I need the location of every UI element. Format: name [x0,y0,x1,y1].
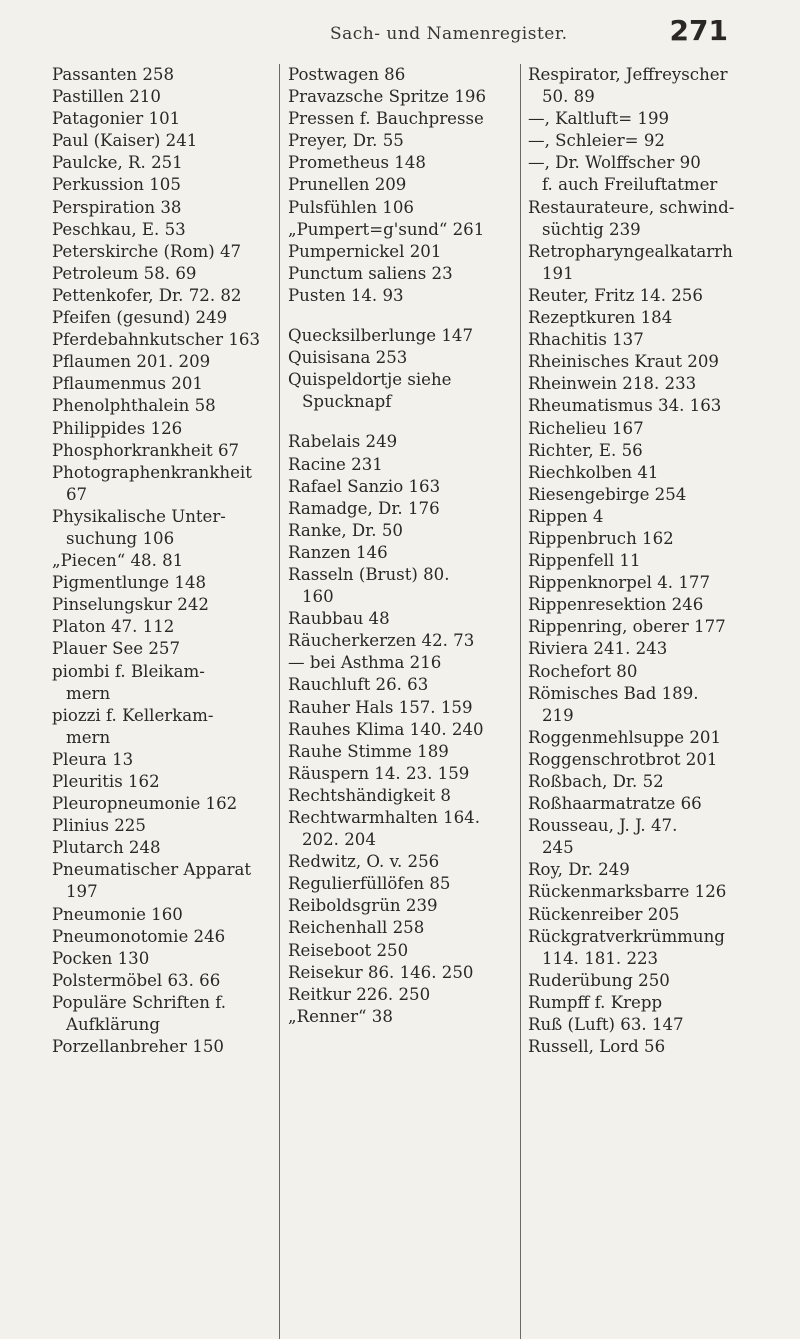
index-entry: 67 [66,484,88,504]
index-entry: Rückgratverkrümmung [528,926,725,946]
index-entry: 245 [542,838,574,858]
index-entry: Ruß (Luft) 63. 147 [528,1015,684,1035]
index-entry: Rezeptkuren 184 [528,308,673,328]
index-entry: Rauher Hals 157. 159 [288,697,473,717]
index-entry: Pocken 130 [52,948,150,968]
index-entry: —, Kaltluft= 199 [528,109,670,129]
index-entry: 160 [302,587,334,607]
index-entry: 114. 181. 223 [542,948,659,968]
column-divider-2 [520,64,521,1339]
index-entry: Rhachitis 137 [528,330,644,350]
index-entry: Postwagen 86 [288,65,406,84]
index-entry: 191 [542,263,574,283]
index-entry: Rafael Sanzio 163 [288,476,441,496]
index-entry: Rückenreiber 205 [528,904,680,924]
index-entry: Prometheus 148 [288,153,426,173]
index-entry: Richter, E. 56 [528,440,643,460]
index-entry: Rippen 4 [528,506,604,526]
index-entry: Rasseln (Brust) 80. [288,564,450,584]
index-entry: Rumpff f. Krepp [528,992,663,1012]
index-entry: mern [66,727,111,747]
index-entry: Rochefort 80 [528,661,638,681]
index-entry: Rippenring, oberer 177 [528,617,726,637]
index-entry: süchtig 239 [542,219,641,239]
index-entry: f. auch Freiluftatmer [542,175,718,195]
index-entry: Rippenresektion 246 [528,595,704,615]
index-entry: Roggenmehlsuppe 201 [528,727,721,747]
index-entry: Reisekur 86. 146. 250 [288,962,474,982]
index-entry: Platon 47. 112 [52,617,175,637]
index-entry: Raubbau 48 [288,609,390,629]
index-entry: Passanten 258 [52,65,175,84]
index-entry: Phenolphthalein 58 [52,396,216,416]
index-entry: Pflaumen 201. 209 [52,352,211,372]
index-entry: 219 [542,705,574,725]
index-entry: Quecksilberlunge 147 [288,326,474,346]
index-entry: Reiseboot 250 [288,940,409,960]
index-entry: Pneumatischer Apparat [52,860,252,880]
index-entry: Roggenschrotbrot 201 [528,749,718,769]
index-entry: Riesengebirge 254 [528,484,687,504]
index-column-1 [52,64,282,1058]
index-entry: Plinius 225 [52,816,146,836]
index-entry: Riviera 241. 243 [528,639,668,659]
index-entry: Retropharyngealkatarrh [528,241,733,261]
index-entry: suchung 106 [66,528,175,548]
index-entry: Quisisana 253 [288,348,408,368]
index-entry: Perkussion 105 [52,175,181,195]
index-entry: Römisches Bad 189. [528,683,699,703]
index-entry: Paulcke, R. 251 [52,153,183,173]
index-column-3 [528,64,768,1058]
index-entry: Peterskirche (Rom) 47 [52,241,242,261]
index-entry: 197 [66,882,98,902]
index-entry: Rabelais 249 [288,432,398,452]
index-entry: Plauer See 257 [52,639,181,659]
index-entry: Pigmentlunge 148 [52,573,207,593]
index-entry: Rippenfell 11 [528,551,641,571]
index-entry: Pettenkofer, Dr. 72. 82 [52,285,242,305]
index-entry: Restaurateure, schwind- [528,197,735,217]
index-entry: Riechkolben 41 [528,462,659,482]
index-entry: Roßbach, Dr. 52 [528,772,664,791]
index-entry: Pastillen 210 [52,87,161,107]
index-entry: Pressen f. Bauchpresse [288,109,484,129]
index-entry: Spucknapf [302,392,392,412]
index-entry: Aufklärung [66,1015,160,1035]
index-entry: Polstermöbel 63. 66 [52,970,221,990]
index-entry: Phosphorkrankheit 67 [52,440,240,460]
index-entry: Rheinisches Kraut 209 [528,352,719,372]
index-entry: Roßhaarmatratze 66 [528,794,702,814]
index-entry: Richelieu 167 [528,418,644,438]
index-entry: „Renner“ 38 [288,1006,393,1026]
index-entry: Photographenkrankheit [52,462,252,482]
index-entry: Rauchluft 26. 63 [288,675,429,695]
running-head: Sach- und Namenregister. [330,24,568,44]
index-entry: Räuspern 14. 23. 159 [288,763,470,783]
index-entry: piombi f. Bleikam- [52,661,205,681]
index-entry: Pleura 13 [52,749,134,769]
index-entry: Philippides 126 [52,418,183,438]
index-entry: Rauhes Klima 140. 240 [288,719,484,739]
index-entry: Pfeifen (gesund) 249 [52,308,228,328]
index-entry: Pflaumenmus 201 [52,374,203,394]
index-entry: Rippenbruch 162 [528,528,674,548]
index-entry: Patagonier 101 [52,109,181,129]
index-entry: Quispeldortje siehe [288,370,452,390]
index-entry: Reuter, Fritz 14. 256 [528,285,703,305]
page-header [0,14,800,54]
index-entry: Pulsfühlen 106 [288,197,414,217]
index-entry: Reitkur 226. 250 [288,984,431,1004]
index-entry: Petroleum 58. 69 [52,263,197,283]
index-entry: Räucherkerzen 42. 73 [288,631,475,651]
index-entry: Ranke, Dr. 50 [288,520,403,540]
page-number: 271 [669,14,728,47]
index-entry: Populäre Schriften f. [52,992,227,1012]
index-entry: mern [66,683,111,703]
index-entry: Rousseau, J. J. 47. [528,816,678,836]
index-entry: Punctum saliens 23 [288,263,453,283]
index-entry: Russell, Lord 56 [528,1037,666,1057]
index-column-2 [288,64,520,1028]
index-entry: Ruderübung 250 [528,970,670,990]
index-entry: „Pumpert=g'sund“ 261 [288,219,485,239]
index-entry: Paul (Kaiser) 241 [52,131,198,151]
index-entry: Pneumonie 160 [52,904,183,924]
index-entry: 202. 204 [302,830,376,850]
index-entry: Rechtshändigkeit 8 [288,785,451,805]
index-entry: Physikalische Unter- [52,506,226,526]
index-entry: — bei Asthma 216 [288,653,442,673]
index-entry: Rauhe Stimme 189 [288,741,449,761]
index-entry: Ramadge, Dr. 176 [288,498,440,518]
index-entry: Reiboldsgrün 239 [288,896,438,916]
index-entry: Porzellanbreher 150 [52,1037,224,1057]
index-entry: Pleuritis 162 [52,772,160,791]
index-entry: Rheinwein 218. 233 [528,374,697,394]
index-entry: Rippenknorpel 4. 177 [528,573,711,593]
index-entry: Ranzen 146 [288,542,388,562]
index-entry: —, Dr. Wolffscher 90 [528,153,701,173]
index-entry: Reichenhall 258 [288,918,425,938]
index-entry: Rheumatismus 34. 163 [528,396,722,416]
index-entry: Pusten 14. 93 [288,285,404,305]
index-entry: Perspiration 38 [52,197,182,217]
index-entry: —, Schleier= 92 [528,131,665,151]
index-entry: Regulierfüllöfen 85 [288,874,451,894]
index-entry: Racine 231 [288,454,383,474]
index-entry: Pneumonotomie 246 [52,926,226,946]
index-entry: 50. 89 [542,87,595,107]
index-entry: Respirator, Jeffreyscher [528,65,728,84]
index-entry: Pferdebahnkutscher 163 [52,330,260,350]
index-entry: piozzi f. Kellerkam- [52,705,214,725]
index-entry: Rechtwarmhalten 164. [288,808,481,827]
index-entry: Prunellen 209 [288,175,407,195]
index-entry: Rückenmarksbarre 126 [528,882,727,902]
index-entry: Redwitz, O. v. 256 [288,852,440,872]
index-entry: Preyer, Dr. 55 [288,131,404,151]
index-entry: Peschkau, E. 53 [52,219,186,239]
index-entry: Pravazsche Spritze 196 [288,87,486,107]
index-entry: Pinselungskur 242 [52,595,209,615]
index-entry: „Piecen“ 48. 81 [52,551,184,571]
index-entry: Pumpernickel 201 [288,241,442,261]
index-entry: Roy, Dr. 249 [528,860,630,880]
index-entry: Plutarch 248 [52,838,161,858]
index-entry: Pleuropneumonie 162 [52,794,238,814]
